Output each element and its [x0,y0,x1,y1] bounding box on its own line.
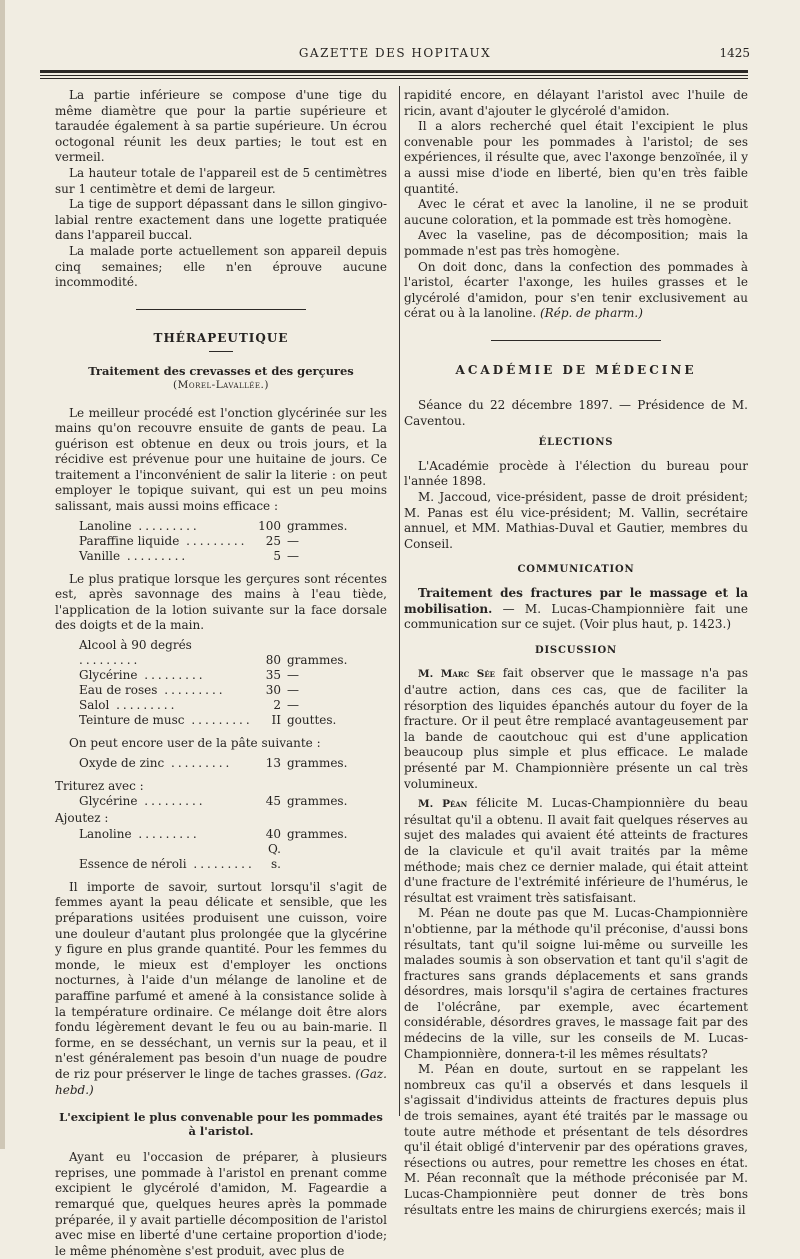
dot-leader: ......... [179,533,248,548]
page-header [40,46,750,66]
paragraph: La partie inférieure se compose d'une tige du même diamètre que pour la partie supérieure et taraudée également à sa partie supérieure. Un écrou octogonal réunit les deux parties; le tout est en vermeil. [55,88,387,165]
paragraph: La hauteur totale de l'appareil est de 5 centimètres sur 1 centimètre et demi de largeur. [55,165,387,196]
ingredient-name [79,549,255,564]
ingredient-name [79,698,255,713]
paragraph [404,586,748,633]
prescription-row [79,756,367,771]
ingredient-unit: gouttes. [287,713,337,728]
section-ornament [404,333,748,349]
ingredient-name [79,534,255,549]
paragraph [404,666,748,792]
ingredient-unit: — [287,548,299,563]
ornament-rule [136,309,306,310]
ingredient-name [79,519,255,534]
running-head: GAZETTE DES HOPITAUX [298,46,492,60]
ingredient-unit: grammes. [287,826,348,841]
ingredient-name [79,842,255,872]
article-title: Traitement des crevasses et des gerçures [88,363,354,378]
prescription-table [79,794,367,809]
source-citation: (Gaz. hebd.) [55,1066,387,1097]
section-rule [209,351,233,352]
column-divider [399,86,400,1116]
ingredient-label: Lanoline [79,826,132,841]
paragraph: M. Jaccoud, vice-président, passe de droit président; M. Panas est élu vice-président; M. Vallin, secrétaire annuel, et MM. Mathias-Duval et Gautier, membres du Conseil. [404,490,748,551]
dot-leader: ......... [186,856,255,871]
prescription-row [79,549,367,564]
page-edge [0,0,5,1149]
dot-leader: ......... [157,683,226,698]
ingredient-label: Salol [79,698,110,713]
paragraph: On peut encore user de la pâte suivante : [69,736,321,751]
header-rule-thin-2 [40,78,748,79]
dot-leader: ......... [109,698,178,713]
seance-line: Séance du 22 décembre 1897. — Présidence de M. Caventou. [404,398,748,428]
article-author: (Morel-Lavallée.) [173,378,269,391]
ingredient-label: Glycérine [79,668,138,683]
ingredient-label: Eau de roses [79,683,158,698]
prescription-table [79,827,367,872]
paragraph: Il a alors recherché quel était l'excipient le plus convenable pour les pommades à l'aristol; de ses expériences, il résulte que, avec l'axonge benzoïnée, il y a aussi mise d'iode en liberté, bien qu'en très faible quantité. [404,119,748,196]
instruction-line: Triturez avec : [55,778,144,793]
paragraph [55,880,387,1098]
ingredient-amount: 100 [258,518,281,533]
prescription-row [79,794,367,809]
paragraph: Ayant eu l'occasion de préparer, à plusieurs reprises, une pommade à l'aristol en prenant comme excipient le glycérolé d'amidon, M. Fageardie a remarqué que, quelques heures après la pommade préparée, il y avait partielle décomposition de l'aristol avec mise en liberté d'une certaine proportion d'iode; le même phénomène s'est produit, avec plus de [55,1150,387,1258]
ingredient-amount: 30 [265,683,281,698]
prescription-row [79,534,367,549]
ingredient-amount: II [271,713,281,728]
ingredient-label: Alcool à 90 degrés [79,638,192,653]
ingredient-amount: 45 [265,794,281,809]
ingredient-amount: 25 [265,533,281,548]
page-number: 1425 [719,46,750,60]
paragraph-text: félicite M. Lucas-Championnière du beau résultat qu'il a obtenu. Il avait fait quelques réserves au sujet des malades qui avaient été atteints de fractures de la clavicule et qu'il avait traités par la même méthode; mais chez ce dernier malade, qui était atteint d'une fracture de l'extrémité inférieure de l'humérus, le résultat est vraiment très satisfaisant. [404,796,748,905]
dot-leader: ......... [164,755,233,770]
ingredient-unit: grammes. [287,755,348,770]
ingredient-name [79,638,255,668]
rx2-body [79,638,367,728]
ornament-rule [491,340,661,341]
prescription-row [79,827,367,842]
dot-leader: ......... [131,518,200,533]
paragraph-text: Il importe de savoir, surtout lorsqu'il s'agit de femmes ayant la peau délicate et sensible, que les préparations usitées produisent une cuisson, voire une douleur d'autant plus prolongée que la glycérine y figure en plus grande quantité. Pour les femmes du monde, le mieux est d'employer les onctions nocturnes, à l'aide d'un mélange de lanoline et de paraffine parfumé et amené à la consistance solide à la température ordinaire. Ce mélange doit être alors fondu légèrement devant le feu ou au bain-marie. Il forme, en se desséchant, un vernis sur la peau, et il n'est généralement pas besoin d'un nuage de poudre de riz pour préserver le linge de taches grasses. [55,879,387,1081]
prescription-row [79,713,367,728]
header-rule-thin [40,75,748,76]
paragraph: Avec la vaseline, pas de décomposition; mais la pommade n'est pas très homogène. [404,228,748,258]
subsection-head: DISCUSSION [534,644,617,656]
ingredient-name [79,827,255,842]
ingredient-amount: 13 [265,755,281,770]
paragraph-text: fait observer que le massage n'a pas d'autre action, dans ces cas, que de faciliter la résorption des liquides épanchés autour du foyer de la fracture. Or il peut être remplacé avantageusement par la bande de caoutchouc qui est d'une application beaucoup plus simple et plus efficace. Le malade présenté par M. Championnière présente un cal très volumineux. [404,666,748,791]
rx1-body [79,519,367,564]
dot-leader: ......... [79,653,141,668]
paragraph-text: — M. Lucas-Championnière fait une communication sur ce sujet. (Voir plus haut, p. 1423.) [404,601,748,632]
subsection-head: ÉLECTIONS [538,437,614,449]
paragraph: La malade porte actuellement son appareil depuis cinq semaines; elle n'en éprouve aucune incommodité. [55,243,387,290]
dot-leader: ......... [137,794,206,809]
speaker-name: M. Marc Sée [418,668,496,681]
ingredient-label: Paraffine liquide [79,533,180,548]
ingredient-unit: grammes. [287,794,348,809]
rx3a-body [79,756,367,771]
dot-leader: ......... [131,826,200,841]
ingredient-name [79,668,255,683]
paragraph: Avec le cérat et avec la lanoline, il ne se produit aucune coloration, et la pommade est très homogène. [404,197,748,227]
ingredient-name [79,683,255,698]
paragraph: rapidité encore, en délayant l'aristol avec l'huile de ricin, avant d'ajouter le glycérolé d'amidon. [404,88,748,118]
ingredient-label: Essence de néroli [79,856,187,871]
right-column [404,88,748,1218]
communication-title: Traitement des fractures par le massage et la mobilisation. [404,586,748,616]
ingredient-label: Oxyde de zinc [79,755,165,770]
prescription-row [79,638,367,668]
prescription-row [79,683,367,698]
ingredient-amount: 35 [265,668,281,683]
ingredient-amount: 5 [273,548,281,563]
prescription-row [79,698,367,713]
paragraph: M. Péan en doute, surtout en se rappelant les nombreux cas qu'il a observés et dans lesquels il s'agissait d'individus atteints de fractures depuis plus de trois semaines, ayant été traités par le massage ou toute autre méthode et présentant de tels désordres qu'il était obligé d'intervenir par des opérations graves, résections ou autres, pour remettre les choses en état. M. Péan reconnaît que la méthode préconisée par M. Lucas-Championnière peut donner de très bons résultats entre les mains de chirurgiens exercés; mais il [404,1062,748,1217]
ingredient-name [79,713,255,728]
ingredient-unit: grammes. [287,653,348,668]
prescription-row [79,842,367,872]
ingredient-label: Lanoline [79,518,132,533]
ingredient-unit [287,842,367,872]
ingredient-amount: 80 [265,653,281,668]
paragraph: L'Académie procède à l'élection du bureau pour l'année 1898. [404,458,748,489]
source-citation: (Rép. de pharm.) [540,306,643,321]
ingredient-name [79,794,255,809]
speaker-name: M. Péan [418,798,468,811]
ingredient-unit: — [287,698,299,713]
paragraph-text: On doit donc, dans la confection des pommades à l'aristol, écarter l'axonge, les huiles grasses et le glycérolé d'amidon, pour s'en tenir exclusivement au cérat ou à la lanoline. [404,259,748,321]
article-title: L'excipient le plus convenable pour les pommades à l'aristol. [59,1110,383,1139]
section-ornament [55,302,387,318]
paragraph [404,260,748,322]
ingredient-unit: — [287,668,299,683]
rx3c-body [79,827,367,872]
ingredient-amount: 40 [265,826,281,841]
ingredient-label: Vanille [79,548,121,563]
prescription-table [79,519,367,564]
instruction-line: Ajoutez : [55,811,109,826]
prescription-table [79,638,367,728]
ingredient-unit: grammes. [287,518,348,533]
dot-leader: ......... [120,548,189,563]
dot-leader: ......... [184,713,253,728]
rx3b-body [79,794,367,809]
paragraph: La tige de support dépassant dans le sillon gingivo-labial rentre exactement dans une logette pratiquée dans l'appareil buccal. [55,197,387,243]
header-rule-thick [40,70,748,73]
ingredient-label: Glycérine [79,794,138,809]
ingredient-amount: 2 [273,698,281,713]
paragraph: M. Péan ne doute pas que M. Lucas-Championnière n'obtienne, par la méthode qu'il préconise, d'aussi bons résultats, tant qu'il soigne lui-même ou surveille les malades soumis à son observation et tant qu'il s'agit de fractures sans grands déplacements et sans grands désordres, mais lorsqu'il s'agira de certaines fractures de l'olécrâne, par exemple, avec écartement considérable, désordres graves, le massage fait par des médecins de la ville, sur les conseils de M. Lucas-Championnière, donnera-t-il les mêmes résultats? [404,906,748,1061]
section-title: THÉRAPEUTIQUE [153,331,289,346]
paragraph [404,796,748,906]
ingredient-amount: Q. s. [267,841,281,871]
ingredient-unit: — [287,533,299,548]
dot-leader: ......... [137,668,206,683]
ingredient-label: Teinture de musc [79,713,185,728]
prescription-table [79,756,367,771]
paragraph: Le plus pratique lorsque les gerçures sont récentes est, après savonnage des mains à l'eau tiède, l'application de la lotion suivante sur la face dorsale des doigts et de la main. [55,571,387,633]
section-title: ACADÉMIE DE MÉDECINE [455,362,697,377]
ingredient-name [79,756,255,771]
left-column [55,88,387,1259]
prescription-row [79,668,367,683]
subsection-head: COMMUNICATION [517,564,635,576]
paragraph: Le meilleur procédé est l'onction glycérinée sur les mains qu'on recouvre ensuite de gants de peau. La guérison est obtenue en deux ou trois jours, et la récidive est prévenue pour une huitaine de jours. Ce traitement a l'inconvénient de salir la literie : on peut employer le topique suivant, qui est un peu moins salissant, mais aussi moins efficace : [55,405,387,514]
ingredient-unit: — [287,683,299,698]
prescription-row [79,519,367,534]
